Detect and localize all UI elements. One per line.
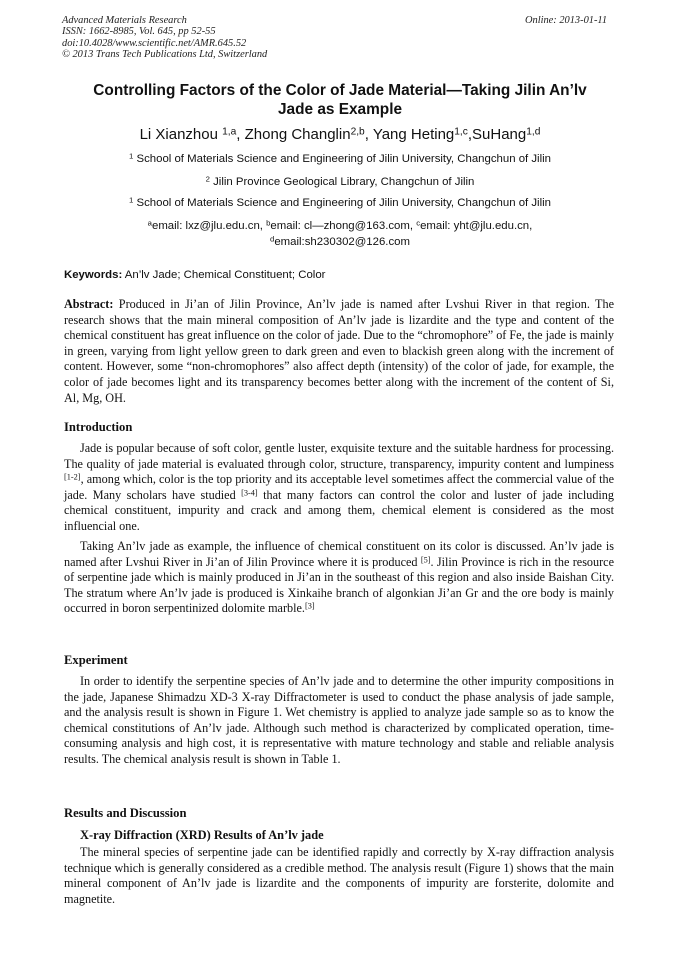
affiliation [62,176,618,189]
abstract-label: Abstract: [64,297,114,311]
author-name: Li Xianzhou [139,126,223,143]
emails-line-2 [62,234,618,250]
journal-name: Advanced Materials Research [62,15,187,26]
citation-ref: [3] [304,601,315,611]
author-name: Yang Heting [372,126,455,143]
experiment-paragraph: In order to identify the serpentine species of An’lv jade and to determine the other impurity compositions in the jade, Japanese Shimadzu XD-3 X-ray Diffractometer is used to conduct the phase analysis of jade sample, and the analysis result is shown in Figure 1. Wet chemistry is applied to analyze jade sample so as to know the chemical constitutions of An’lv jade. Although such method is characterized by complicated operation, time-consuming analysis and high cost, it is representative with mature technology and stable and reliable analysis results. The chemical analysis result is shown in Table 1. [64,674,614,766]
section-heading-experiment: Experiment [64,653,128,667]
author-affil-mark: 1,c [454,126,468,138]
results-paragraph: The mineral species of serpentine jade can be identified rapidly and correctly by X-ray diffraction analysis technique which is generally considered as a credible method. The analysis result (Figure 1) shows that the main mineral component of An’lv jade is lizardite and the components of impurity are forsterite, dolomite and magnetite. [64,845,614,906]
email-c[interactable]: email: yht@jlu.edu.cn, [420,220,533,232]
intro-paragraph-1 [64,441,614,535]
intro-paragraph-2 [64,539,614,617]
keywords-label: Keywords: [64,269,123,281]
keywords-text: An’lv Jade; Chemical Constituent; Color [122,269,326,281]
intro-p2-text: Taking An’lv jade as example, the influence of chemical constituent on its color is discussed. An’lv jade is named after Lvshui River in Ji’an of Jilin Province where it is produced [64,539,614,569]
author-list [62,126,618,144]
author-separator: , [364,126,373,143]
email-b[interactable]: email: cl—zhong@163.com, [270,220,417,232]
title-line-1: Controlling Factors of the Color of Jade Material—Taking Jilin An’lv [93,82,587,99]
keywords [64,268,325,282]
author-affil-mark: 1,a [222,126,237,138]
affiliation-text: School of Materials Science and Engineering of Jilin University, Changchun of Jilin [133,197,551,209]
affiliation [62,197,618,210]
intro-p2-text: . Jilin Province is rich in the resource of serpentine jade which is mainly produced in Ji’an in the southeast of this region and also inside Baishan City. The stratum where An’lv jade is produced is Xinkaihe branch of algonkian Ji’an Gr and the ore body is mainly occurred in boron serpentinized dolomite marble. [64,554,614,616]
author-affil-mark: 2,b [350,126,365,138]
citation-ref: [1-2] [64,472,81,482]
section-heading-results: Results and Discussion [64,806,187,820]
title-line-2: Jade as Example [277,101,403,118]
issn-line: ISSN: 1662-8985, Vol. 645, pp 52-55 [62,26,216,38]
paper-title [70,81,610,119]
author-affil-mark: 1,d [526,126,541,138]
email-mark: a [147,218,152,228]
intro-p1-text: that many factors can control the color and luster of jade including chemical constituent, impurity and crack and among them, chemical element is considered as the most influencial one. [64,487,614,533]
online-date: Online: 2013-01-11 [525,15,608,26]
affiliation-number: 1 [129,195,134,205]
citation-ref: [3-4] [241,488,258,498]
intro-p1-text: , among which, color is the top priority and its acceptable level sometimes affect the commercial value of the jade. Many scholars have studied [64,472,614,502]
affiliation-number: 2 [205,174,210,184]
author-separator: , [236,126,245,143]
subsection-heading-xrd: X-ray Diffraction (XRD) Results of An’lv jade [80,828,324,842]
doi-line: doi:10.4028/www.scientific.net/AMR.645.52 [62,37,247,49]
affiliation-text: School of Materials Science and Engineering of Jilin University, Changchun of Jilin [133,153,551,165]
abstract [64,297,614,406]
affiliation [62,153,618,166]
citation-ref: [5] [420,554,431,564]
email-mark: c [416,218,421,228]
author-name: Zhong Changlin [244,126,351,143]
email-mark: b [266,218,271,228]
author-separator: , [467,126,473,143]
affiliation-number: 1 [129,151,134,161]
author-emails [62,218,618,250]
email-mark: d [270,234,275,244]
emails-line-1 [62,218,618,234]
copyright-line: © 2013 Trans Tech Publications Ltd, Switzerland [62,49,268,61]
author-name: SuHang [472,126,527,143]
email-a[interactable]: email: lxz@jlu.edu.cn, [151,220,267,232]
intro-p1-text: Jade is popular because of soft color, gentle luster, exquisite texture and the suitable hardness for processing. The quality of jade material is evaluated through color, structure, transparency, impurity content and lumpiness [64,441,614,471]
abstract-text: Produced in Ji’an of Jilin Province, An’lv jade is named after Lvshui River in that region. The research shows that the main mineral composition of An’lv jade is lizardite and the type and content of the chemical constituent has great influence on the color of jade. Due to the “chromophore” of Fe, the jade is mainly in green, varying from light yellow green to dark green and even to blackish green along with the increment of content. However, some “non-chromophores” also affect depth (intensity) of the color of jade, for example, the color of jade becomes light and its transparency becomes better along with the increment of the content of Si, Al, Mg, OH. [64,297,614,405]
journal-header [62,15,267,61]
affiliation-text: Jilin Province Geological Library, Changchun of Jilin [209,176,475,188]
email-d[interactable]: email:sh230302@126.com [274,236,410,248]
section-heading-introduction: Introduction [64,420,133,434]
